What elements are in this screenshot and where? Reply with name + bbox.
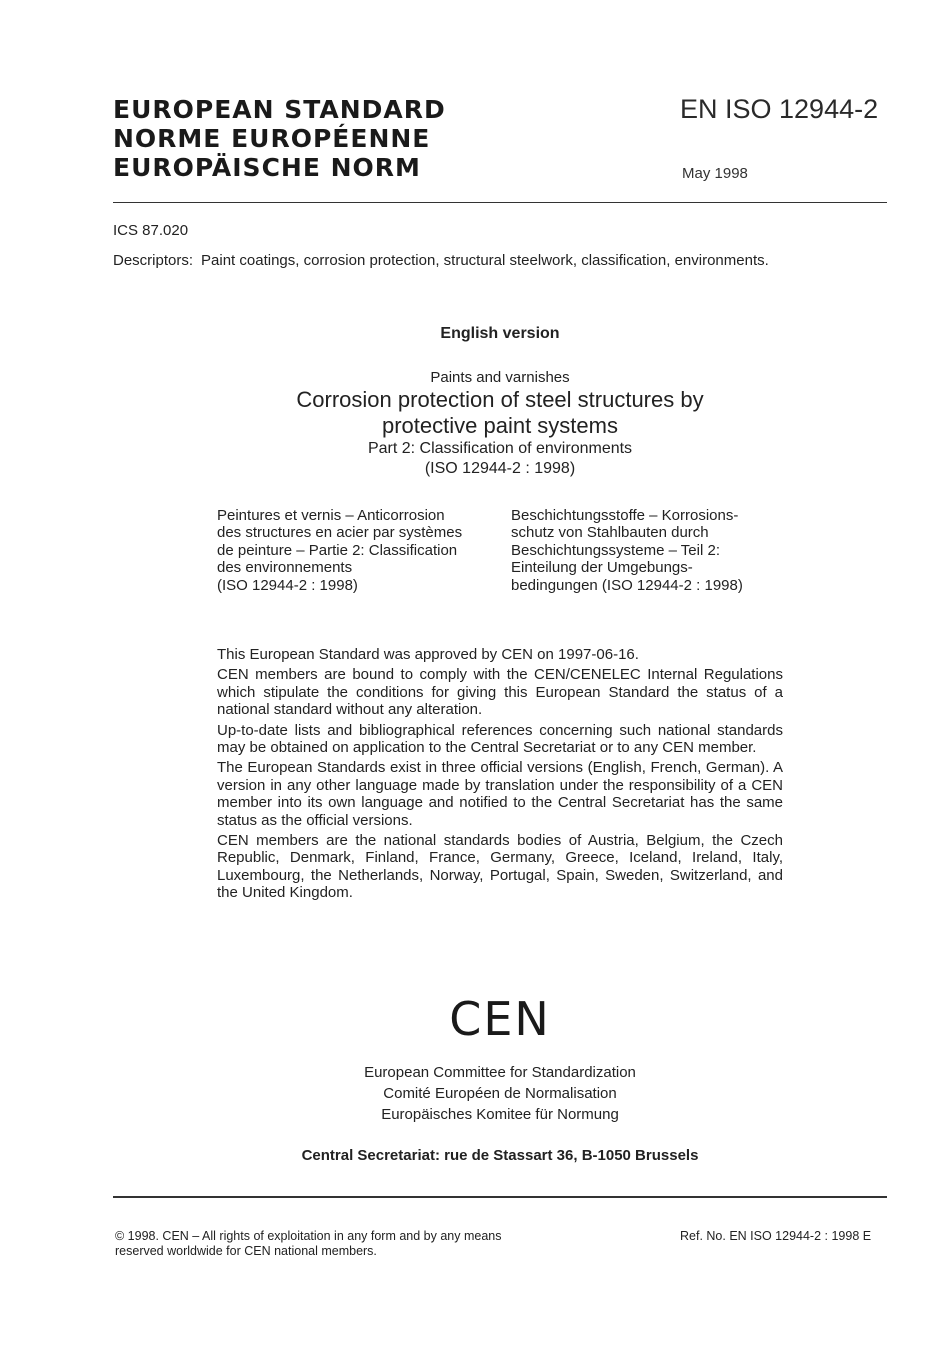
standard-type-heading bbox=[113, 95, 446, 182]
descriptors bbox=[113, 252, 769, 269]
german-title-line: Beschichtungsstoffe – Korrosions- bbox=[511, 507, 739, 524]
german-title bbox=[511, 507, 786, 594]
french-title-line: Peintures et vernis – Anticorrosion bbox=[217, 507, 445, 524]
main-title-line1: Corrosion protection of steel structures by bbox=[296, 387, 704, 412]
heading-german: EUROPÄISCHE NORM bbox=[113, 153, 421, 182]
french-title-line: (ISO 12944-2 : 1998) bbox=[217, 576, 358, 594]
german-title-line: Einteilung der Umgebungs- bbox=[511, 559, 693, 577]
part-title: Part 2: Classification of environments bbox=[367, 440, 633, 457]
header-divider bbox=[113, 202, 887, 203]
publication-date: May 1998 bbox=[682, 165, 748, 182]
version-label: English version bbox=[440, 325, 560, 342]
french-title-line: des structures en acier par systèmes bbox=[217, 524, 463, 542]
german-title-line: schutz von Stahlbauten durch bbox=[511, 524, 709, 542]
approval-paragraph: CEN members are bound to comply with the CEN/CENELEC Internal Regulations which stipulate the conditions for giving this European Standard the status of a national standard without any alteration. bbox=[217, 666, 783, 719]
approval-paragraph: The European Standards exist in three official versions (English, French, German). A version in any other language made by translation under the responsibility of a CEN member into its own language and notified to the Central Secretariat has the same status as the official versions. bbox=[217, 759, 783, 829]
copyright-line: © 1998. CEN – All rights of exploitation in any form and by any means bbox=[115, 1229, 502, 1243]
reference-number: Ref. No. EN ISO 12944-2 : 1998 E bbox=[680, 1229, 872, 1243]
approval-text bbox=[217, 646, 783, 905]
descriptors-label: Descriptors: bbox=[113, 252, 194, 269]
copyright-line: reserved worldwide for CEN national members. bbox=[115, 1244, 377, 1258]
german-title-line: bedingungen (ISO 12944-2 : 1998) bbox=[511, 576, 743, 594]
secretariat-address: Central Secretariat: rue de Stassart 36, B-1050 Brussels bbox=[301, 1147, 699, 1164]
heading-french: NORME EUROPÉENNE bbox=[113, 124, 431, 153]
cen-name-french: Comité Européen de Normalisation bbox=[383, 1085, 617, 1102]
approval-paragraph: Up-to-date lists and bibliographical references concerning such national standards may be obtained on application to the Central Secretariat or to any CEN member. bbox=[217, 721, 783, 757]
iso-reference: (ISO 12944-2 : 1998) bbox=[424, 460, 576, 477]
footer-divider bbox=[113, 1196, 887, 1198]
descriptors-value: Paint coatings, corrosion protection, structural steelwork, classification, environments. bbox=[201, 252, 769, 269]
french-title-line: de peinture – Partie 2: Classification bbox=[217, 541, 458, 559]
french-title-line: des environnements bbox=[217, 559, 353, 577]
main-title-line2: protective paint systems bbox=[382, 413, 618, 438]
pretitle: Paints and varnishes bbox=[430, 369, 570, 386]
cen-logo: CEN bbox=[449, 992, 551, 1046]
approval-paragraph: CEN members are the national standards bodies of Austria, Belgium, the Czech Republic, Denmark, Finland, France, Germany, Greece, Iceland, Ireland, Italy, Luxembourg, the Netherlands, Norway, Portugal, Spain, Sweden, Switzerland, and the United Kingdom. bbox=[217, 832, 783, 902]
copyright-notice bbox=[115, 1229, 502, 1259]
german-title-line: Beschichtungssysteme – Teil 2: bbox=[511, 541, 720, 559]
heading-english: EUROPEAN STANDARD bbox=[113, 95, 446, 124]
cen-name-german: Europäisches Komitee für Normung bbox=[381, 1106, 619, 1123]
cen-name-english: European Committee for Standardization bbox=[364, 1064, 636, 1081]
approval-paragraph: This European Standard was approved by CEN on 1997-06-16. bbox=[217, 646, 639, 663]
french-title bbox=[217, 507, 492, 594]
standard-number: EN ISO 12944-2 bbox=[680, 94, 879, 124]
ics-code: ICS 87.020 bbox=[113, 222, 189, 239]
